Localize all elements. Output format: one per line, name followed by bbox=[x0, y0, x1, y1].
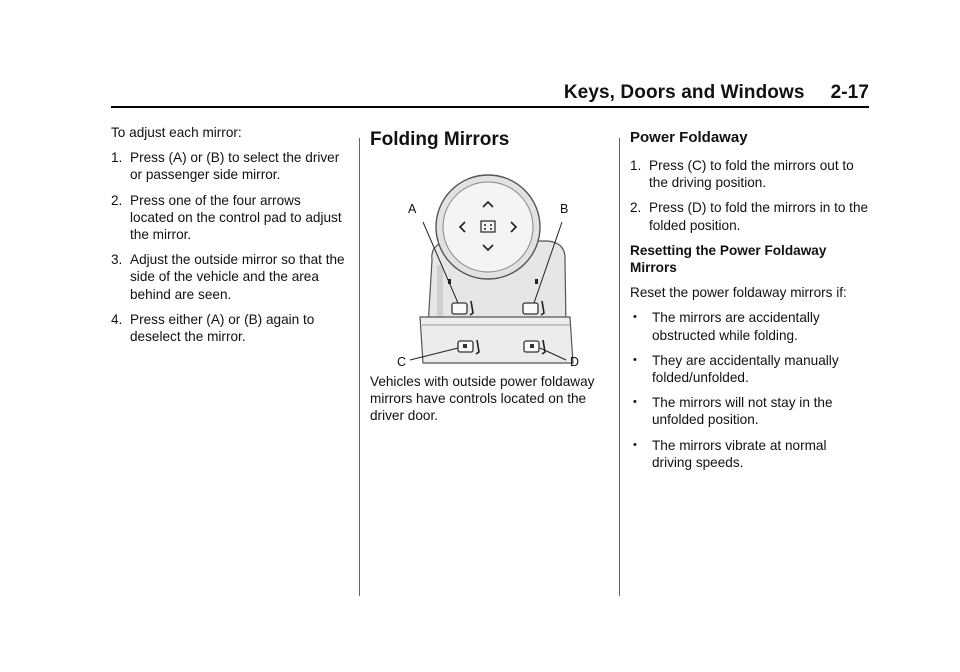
step-text: Press (A) or (B) to select the driver or passenger side mirror. bbox=[130, 150, 340, 183]
column-divider-right bbox=[619, 138, 620, 596]
label-b: B bbox=[560, 202, 569, 216]
column-divider-left bbox=[359, 138, 360, 596]
list-item bbox=[111, 311, 347, 345]
step-text: Press either (A) or (B) again to deselect the mirror. bbox=[130, 311, 315, 345]
label-c: C bbox=[397, 355, 407, 369]
list-item bbox=[630, 394, 870, 428]
label-a: A bbox=[408, 202, 417, 216]
step-number: 2. bbox=[111, 192, 123, 208]
bullet-glyph: • bbox=[633, 438, 637, 451]
step-number: 4. bbox=[111, 311, 123, 327]
step-text: Adjust the outside mirror so that the side of the vehicle and the area behind are seen. bbox=[130, 252, 345, 302]
mirror-control-drawing bbox=[370, 155, 610, 365]
power-foldaway-heading: Power Foldaway bbox=[630, 129, 748, 146]
list-item bbox=[630, 352, 870, 386]
step-text: Press one of the four arrows located on the control pad to adjust the mirror. bbox=[130, 192, 342, 243]
bullet-text: They are accidentally manually folded/unfolded. bbox=[652, 352, 839, 386]
mirror-control-illustration bbox=[370, 155, 610, 369]
list-item bbox=[111, 251, 347, 303]
bullet-text: The mirrors will not stay in the unfolded position. bbox=[652, 395, 833, 428]
label-d: D bbox=[570, 355, 580, 369]
step-number: 1. bbox=[630, 158, 642, 173]
folding-mirrors-heading: Folding Mirrors bbox=[370, 129, 510, 150]
bullet-text: The mirrors vibrate at normal driving speeds. bbox=[652, 437, 827, 470]
power-foldaway-steps bbox=[630, 157, 870, 234]
list-item bbox=[630, 309, 870, 343]
section-title: Keys, Doors and Windows bbox=[563, 82, 805, 103]
list-item bbox=[111, 149, 347, 183]
reset-conditions-list bbox=[630, 309, 870, 471]
resetting-subheading: Resetting the Power Foldaway Mirrors bbox=[630, 242, 827, 276]
list-item bbox=[630, 199, 870, 233]
list-item bbox=[111, 192, 347, 244]
mirror-adjust-intro: To adjust each mirror: bbox=[111, 125, 242, 140]
mirror-adjust-steps bbox=[111, 149, 347, 345]
header-title bbox=[564, 82, 869, 104]
list-item bbox=[630, 157, 870, 191]
bullet-text: The mirrors are accidentally obstructed while folding. bbox=[652, 310, 820, 343]
step-number: 1. bbox=[111, 150, 123, 166]
step-number: 3. bbox=[111, 252, 123, 268]
step-text: Press (D) to fold the mirrors in to the folded position. bbox=[649, 200, 869, 233]
bullet-glyph: • bbox=[633, 311, 637, 324]
page-number: 2-17 bbox=[830, 82, 869, 103]
reset-intro: Reset the power foldaway mirrors if: bbox=[630, 285, 847, 301]
bullet-glyph: • bbox=[633, 396, 637, 409]
list-item bbox=[630, 437, 870, 471]
figure-caption: Vehicles with outside power foldaway mirrors have controls located on the driver door. bbox=[370, 374, 595, 424]
column-mirror-adjust bbox=[111, 124, 347, 353]
column-power-foldaway bbox=[630, 129, 870, 479]
bullet-glyph: • bbox=[633, 353, 637, 366]
column-folding-mirrors bbox=[370, 129, 610, 433]
step-number: 2. bbox=[630, 200, 642, 216]
step-text: Press (C) to fold the mirrors out to the driving position. bbox=[649, 158, 854, 191]
page-header bbox=[111, 80, 869, 108]
